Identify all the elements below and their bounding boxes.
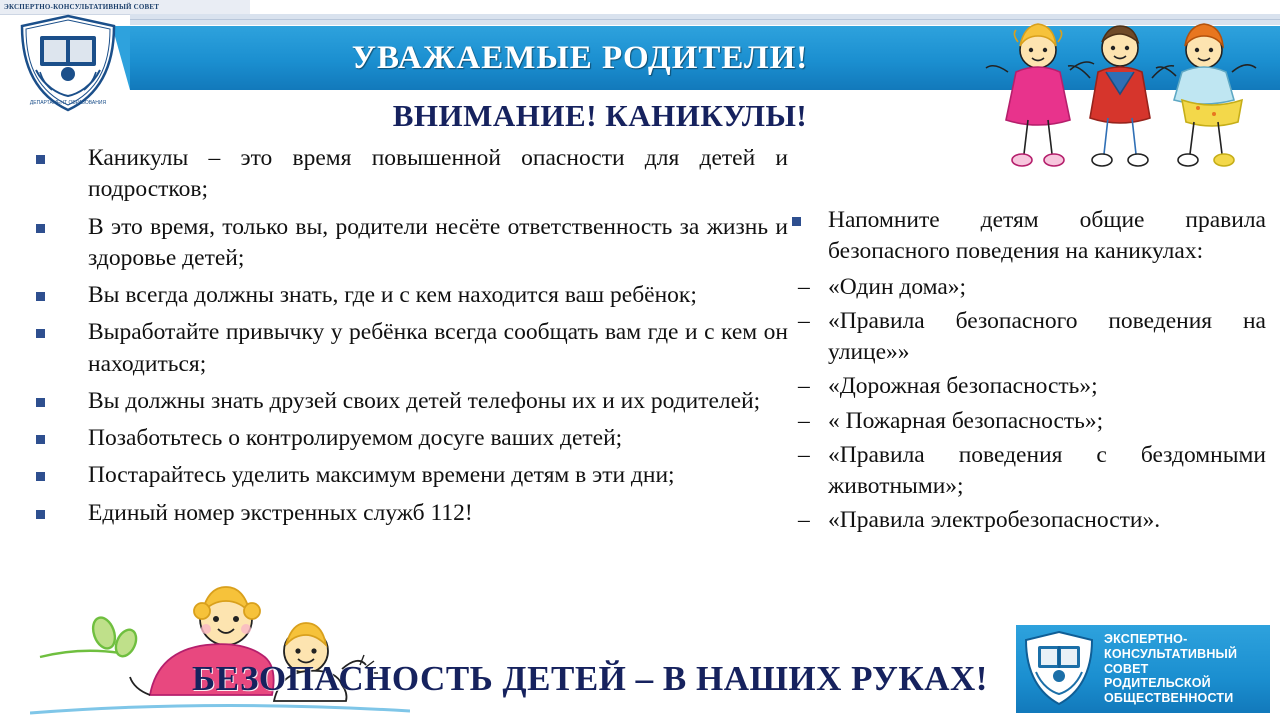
list-item: – « Пожарная безопасность»; [786, 406, 1266, 437]
top-strip [0, 0, 250, 15]
list-item: В это время, только вы, родители несёте ответственность за жизнь и здоровье детей; [18, 212, 788, 275]
list-item: Вы всегда должны знать, где и с кем находится ваш ребёнок; [18, 280, 788, 311]
list-item: – «Один дома»; [786, 272, 1266, 303]
left-bullet-column [18, 143, 788, 535]
page-title: УВАЖАЕМЫЕ РОДИТЕЛИ! [351, 39, 809, 76]
footer-logo-line: ОБЩЕСТВЕННОСТИ [1104, 691, 1234, 706]
left-bullet-list [18, 143, 788, 529]
svg-text:ДЕПАРТАМЕНТ ОБРАЗОВАНИЯ: ДЕПАРТАМЕНТ ОБРАЗОВАНИЯ [29, 100, 107, 106]
list-item: Вы должны знать друзей своих детей телефоны их и их родителей; [18, 386, 788, 417]
footer-slogan: БЕЗОПАСНОСТЬ ДЕТЕЙ – В НАШИХ РУКАХ! [192, 659, 988, 698]
footer-logo-line: КОНСУЛЬТАТИВНЫЙ [1104, 646, 1238, 661]
right-column-lead: Напомните детям общие правила безопасного поведения на каникулах: [786, 205, 1266, 268]
list-item: – «Правила безопасного поведения на улице»» [786, 306, 1266, 369]
list-item: – «Дорожная безопасность»; [786, 371, 1266, 402]
list-item: Постарайтесь уделить максимум времени детям в эти дни; [18, 460, 788, 491]
list-item: Выработайте привычку у ребёнка всегда сообщать вам где и с кем он находиться; [18, 317, 788, 380]
top-strip-text: ЭКСПЕРТНО-КОНСУЛЬТАТИВНЫЙ СОВЕТ [4, 3, 160, 11]
list-item: – «Правила электробезопасности». [786, 505, 1266, 536]
footer-logo-line: СОВЕТ [1104, 661, 1149, 676]
footer-logo [1016, 625, 1270, 713]
children-illustration-icon [970, 20, 1270, 185]
page-subtitle: ВНИМАНИЕ! КАНИКУЛЫ! [392, 98, 808, 133]
footer-emblem-icon [1022, 630, 1096, 708]
emblem [6, 14, 130, 118]
footer-logo-line: РОДИТЕЛЬСКОЙ [1104, 676, 1211, 691]
list-item: Позаботьтесь о контролируемом досуге ваших детей; [18, 423, 788, 454]
list-item: Единый номер экстренных служб 112! [18, 498, 788, 529]
list-item: Каникулы – это время повышенной опасности для детей и подростков; [18, 143, 788, 206]
right-dash-list [786, 272, 1266, 537]
right-bullet-column [786, 205, 1266, 540]
footer-logo-line: ЭКСПЕРТНО- [1104, 632, 1188, 647]
footer-logo-text [1104, 632, 1237, 706]
list-item: – «Правила поведения с бездомными животными»; [786, 440, 1266, 503]
emblem-shield-icon [14, 14, 122, 114]
